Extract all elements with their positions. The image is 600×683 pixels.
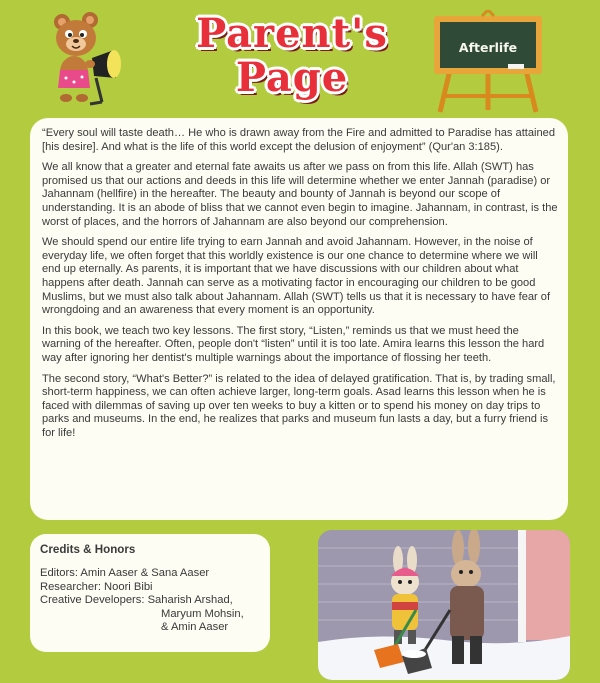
paragraph-jannah-jahannam: We should spend our entire life trying to earn Jannah and avoid Jahannam. However, in the noise of everyday life, we often forget that this worldly existence is our one chance to determine where we will end up eternally. As parents, it is important that we have discussions with our children about what happens after death. Jannah can serve as a motivating factor in encouraging our children to be good Muslims, but we must also talk about Jahannam. Allah (SWT) tells us that it is necessary to have fear of wrongdoing and an awareness that every moment is an opportunity. <box>42 236 551 317</box>
chalkboard-label: Afterlife <box>458 40 518 55</box>
quran-quote-paragraph: “Every soul will taste death… He who is drawn away from the Fire and admitted to Paradise has attained [his desire]. And what is the life of this world except the delusion of enjoyment” (Qur'an 3:185). <box>42 127 556 153</box>
credits-title: Credits & Honors <box>40 543 136 556</box>
credits-developers: Creative Developers: Saharish Arshad, <box>40 594 233 607</box>
credits-box <box>30 534 270 652</box>
chalkboard-icon <box>432 10 544 114</box>
title-line-1: Parent's <box>196 10 388 57</box>
title-line-2: Page <box>235 54 349 101</box>
intro-text-panel <box>30 118 568 520</box>
bunnies-shoveling-icon <box>318 530 570 680</box>
paragraph-whats-better-story: The second story, “What's Better?” is related to the idea of delayed gratification. That is, by trading small, short-term happiness, we can often achieve larger, long-term goals. Asad learns this lesson when he is faced with dilemmas of saving up over ten weeks to buy a kitten or to spend his money on day trips to parks and museums. In the end, he realizes that parks and museum fun lasts a day, but a furry friend is for life! <box>42 372 556 439</box>
bear-mascot-icon <box>44 6 124 106</box>
page-title <box>172 6 412 106</box>
credits-developer-2: Maryum Mohsin, <box>161 607 244 620</box>
credits-developer-3: & Amin Aaser <box>161 621 229 634</box>
credits-editors: Editors: Amin Aaser & Sana Aaser <box>40 567 210 579</box>
paragraph-afterlife: We all know that a greater and eternal fate awaits us after we pass on from this life. Allah (SWT) has promised us that our actions and deeds in this life will determine whether we enter Jannah (paradise) or Jahannam (hellfire) in the hereafter. The beauty and bounty of Jannah is beyond our scope of understanding. It is an abode of bliss that we cannot even begin to imagine. Jahannam, in contrast, is the worst of places, and the horrors of Jahannam are also beyond our comprehension. <box>42 161 558 228</box>
credits-researcher: Researcher: Noori Bibi <box>40 580 153 593</box>
bunnies-shoveling-illustration <box>318 530 570 680</box>
paragraph-listen-story: In this book, we teach two key lessons. The first story, “Listen,” reminds us that we must heed the warning of the hereafter. Often, people don't “listen” until it is too late. Amira learns this lesson the hard way after ignoring her dentist's multiple warnings about the importance of flossing her teeth. <box>42 324 545 364</box>
